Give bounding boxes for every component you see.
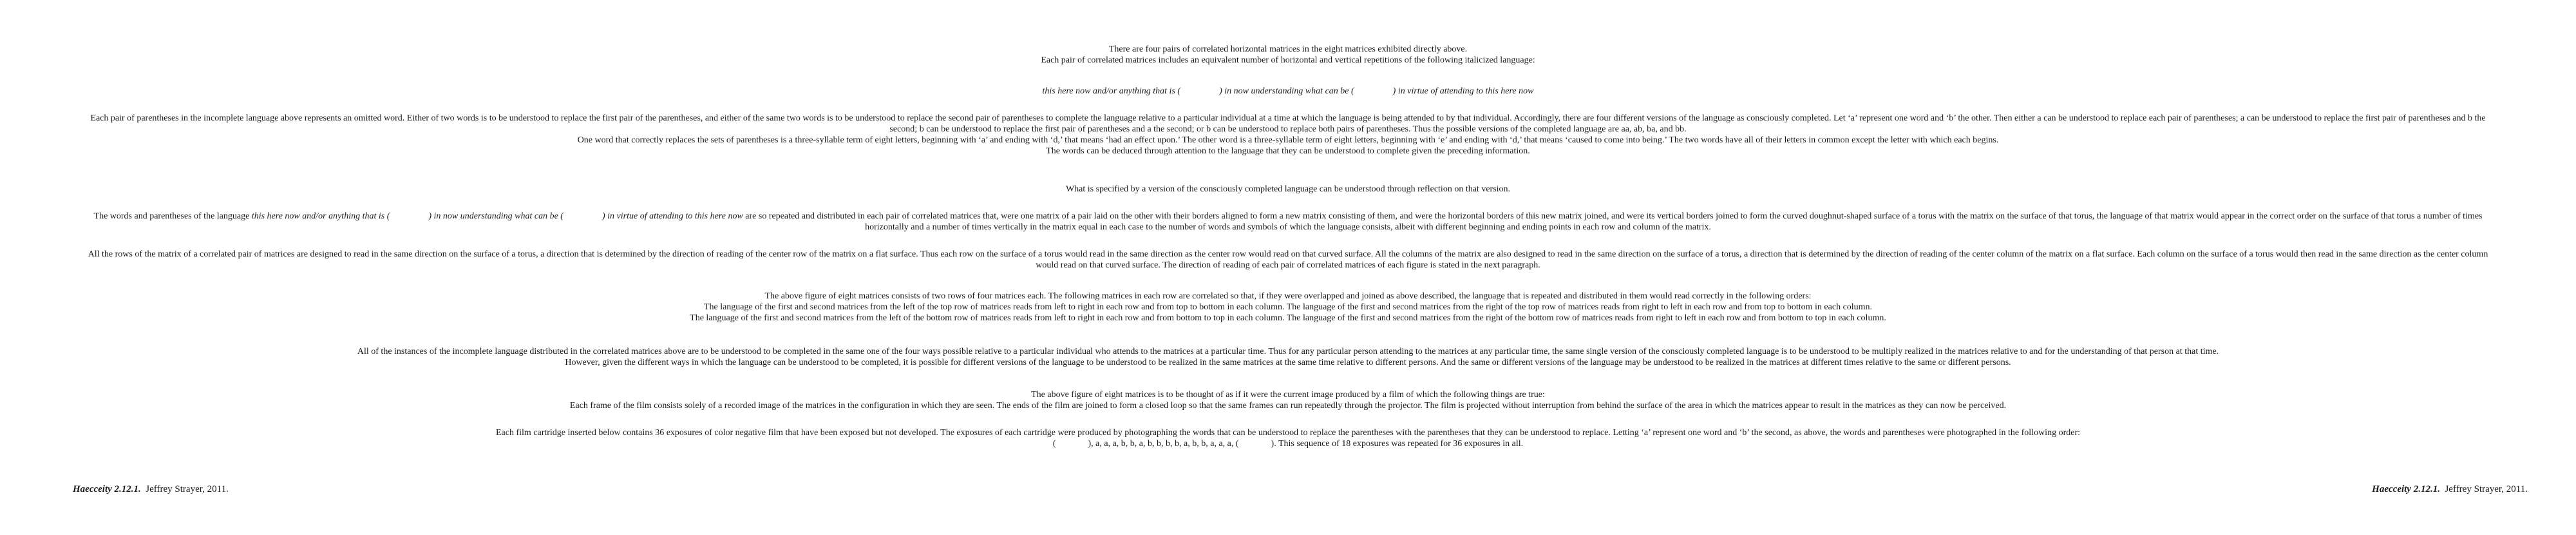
language-part-3: ) in virtue of attending to this here now <box>1392 86 1534 96</box>
intro-line-1: There are four pairs of correlated horizontal matrices in the eight matrices exhibited directly above. <box>1108 44 1468 54</box>
caption-right <box>2372 484 2528 495</box>
figure-line-2: The language of the first and second matrices from the left of the top row of matrices reads from left to right in each row and from top to bottom in each column. The language of the first and second matrices from the right of the top row of matrices reads from right to left in each row and from top to bottom in each column. <box>703 302 1873 312</box>
words-line-1: Each pair of parentheses in the incomplete language above represents an omitted word. Either of two words is to be understood to replace the first pair of the parentheses, and either of the same two words is to be understood to replace the second pair of parentheses to complete the language relative to a particular individual at a time at which the language is being attended to by that individual. Accordingly, there are four different versions of the language as consciously completed. Let ‘a’ represent one word and ‘b’ the other. Then either a can be understood to replace each pair of parentheses; a can be understood to replace the first pair of parentheses and b the second; b can be understood to replace the first pair of parentheses and a the second; or b can be understood to replace both pairs of parentheses. Thus the possible versions of the completed language are aa, ab, ba, and bb. <box>90 113 2486 134</box>
film-paragraph <box>64 389 2512 411</box>
caption-left-credit: Jeffrey Strayer, 2011. <box>146 484 229 494</box>
cartridge-line-1: Each film cartridge inserted below contains 36 exposures of color negative film that have been exposed but not developed. The exposures of each cartridge were produced by photographing the words that can be understood to replace the parentheses with the parentheses that they can be understood to replace. Letting ‘a’ represent one word and ‘b’ the second, as above, the words and parentheses were photographed in the following order: <box>495 428 2081 438</box>
torus-language: this here now and/or anything that is ( ) in now understanding what can be ( ) in virtue of attending to this here now <box>251 211 743 221</box>
caption-left-title: Haecceity 2.12.1. <box>73 484 141 494</box>
caption-right-title: Haecceity 2.12.1. <box>2372 484 2440 494</box>
language-part-2: ) in now understanding what can be ( <box>1219 86 1354 96</box>
instances-line-2: However, given the different ways in which the language can be understood to be completed, it is possible for different versions of the language to be understood to be realized in the same matrices at the same time relative to different persons. And the same or different versions of the language may be understood to be realized in the matrices at different times relative to the same or different persons. <box>565 358 2011 367</box>
rows-text: All the rows of the matrix of a correlated pair of matrices are designed to read in the same direction on the surface of a torus, a direction that is determined by the direction of reading of the center row of the matrix on a flat surface. Thus each row on the surface of a torus would read in the same direction as the center row would read on that curved surface. All the columns of the matrix are also designed to read in the same direction on the surface of a torus, a direction that is determined by the direction of reading of the center column of the matrix on a flat surface. Each column on the surface of a torus would then read in the same direction as the center column would read on that curved surface. The direction of reading of each pair of correlated matrices of each figure is stated in the next paragraph. <box>88 249 2488 270</box>
words-line-2: One word that correctly replaces the sets of parentheses is a three-syllable term of eight letters, beginning with ‘a’ and ending with ‘d,’ that means ‘had an effect upon.’ The other word is a three-syllable term of eight letters, beginning with ‘e’ and ending with ‘d,’ that means ‘caused to come into being.’ The two words have all of their letters in common except the letter with which each begins. <box>577 135 1999 145</box>
rows-paragraph <box>64 249 2512 271</box>
intro-paragraph <box>64 44 2512 66</box>
film-line-1: The above figure of eight matrices is to be thought of as if it were the current image produced by a film of which the following things are true: <box>1031 390 1545 400</box>
language-part-1: this here now and/or anything that is ( <box>1042 86 1181 96</box>
sequence-letters: ), a, a, a, b, b, a, b, b, b, b, a, b, b, a, a, a, ( <box>1088 439 1239 449</box>
sequence-open-paren: ( <box>1052 439 1056 449</box>
words-paragraph <box>64 113 2512 157</box>
torus-text: are so repeated and distributed in each pair of correlated matrices that, were one matrix of a pair laid on the other with their borders aligned to form a new matrix consisting of them, and were the horizontal borders of this new matrix joined, and were its vertical borders joined to form the curved doughnut-shaped surface of a torus with the matrix on the surface of that torus, the language of that matrix would appear in the correct order on the surface of that torus a number of times horizontally and a number of times vertically in the matrix equal in each case to the number of words and symbols of which the language consists, albeit with different beginning and ending points in each row and column of the matrix. <box>743 211 2483 232</box>
caption-left <box>73 484 229 495</box>
figure-line-1: The above figure of eight matrices consists of two rows of four matrices each. The following matrices in each row are correlated so that, if they were overlapped and joined as above described, the language that is repeated and distributed in them would read correctly in the following orders: <box>764 291 1812 301</box>
torus-lead: The words and parentheses of the language <box>93 211 252 221</box>
instances-paragraph <box>64 346 2512 368</box>
italic-language <box>64 86 2512 97</box>
film-line-2: Each frame of the film consists solely of a recorded image of the matrices in the configuration in which they are seen. The ends of the film are joined to form a closed loop so that the same frames can run repeatedly through the projector. The film is projected without interruption from behind the surface of the area in which the matrices appear to result in the matrices as they can now be perceived. <box>569 401 2007 411</box>
cartridge-paragraph <box>64 427 2512 449</box>
figure-paragraph <box>64 291 2512 324</box>
instances-line-1: All of the instances of the incomplete language distributed in the correlated matrices above are to be understood to be completed in the same one of the four ways possible relative to a particular individual who attends to the matrices at a particular time. Thus for any particular person attending to the matrices at any particular time, the same single version of the consciously completed language is to be understood to be multiply realized in the matrices relative to and for the understanding of that person at that time. <box>357 347 2219 356</box>
intro-line-2: Each pair of correlated matrices includes an equivalent number of horizontal and vertical repetitions of the following italicized language: <box>1041 55 1535 65</box>
sequence-close: ). This sequence of 18 exposures was repeated for 36 exposures in all. <box>1271 439 1524 449</box>
words-line-3: The words can be deduced through attention to the language that they can be understood to complete given the preceding information. <box>1046 146 1530 156</box>
version-paragraph <box>64 184 2512 195</box>
caption-right-credit: Jeffrey Strayer, 2011. <box>2445 484 2528 494</box>
cartridge-sequence <box>64 438 2512 449</box>
figure-line-3: The language of the first and second matrices from the left of the bottom row of matrices reads from left to right in each row and from bottom to top in each column. The language of the first and second matrices from the right of the bottom row of matrices reads from right to left in each row and from bottom to top in each column. <box>690 313 1886 323</box>
torus-paragraph <box>64 211 2512 233</box>
version-line: What is specified by a version of the consciously completed language can be understood through reflection on that version. <box>1065 184 1511 194</box>
